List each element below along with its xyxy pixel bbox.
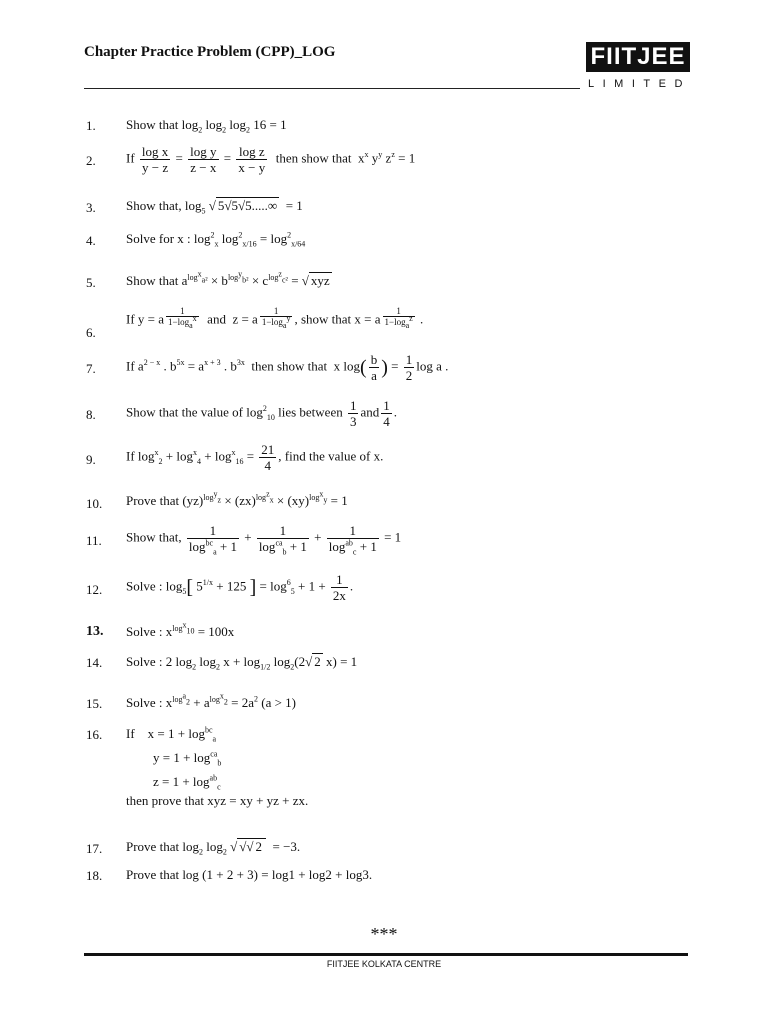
problem-3: Show that, $\log_5$ √ 5√5√5.....∞ = 1 xyxy=(126,198,303,216)
problem-number: 17. xyxy=(86,841,103,856)
problem-16-z: $z = 1 + \log^{ab}_c$ xyxy=(153,773,221,792)
problem-number: 4. xyxy=(86,233,96,248)
end-marker: *** xyxy=(370,924,398,944)
problem-11: Show that, $\frac{1}{\log^{bc}_a + 1}$ + $\frac{1}{\log^{ca}_b + 1}$ + $\frac{1}{\log^{ab}_c + 1}$ = 1 xyxy=(126,523,402,557)
problem-number: 9. xyxy=(86,452,96,467)
problem-8: Show that the value of $\log^2_{10}$ lies between $\frac{1}{3}$ and $\frac{1}{4}$ . xyxy=(126,398,398,429)
problem-16: If $x = 1 + \log^{bc}_a$ xyxy=(126,725,217,744)
problem-number: 2. xyxy=(86,153,96,168)
problem-number: 11. xyxy=(86,533,102,548)
brand-logo-subtitle: LIMITED xyxy=(588,78,691,90)
problem-4: Solve for x : $\log^2_x \log^2_{x/16} = \log^2_{x/64}$ xyxy=(126,230,306,249)
problem-12: Solve : $\log_5$[ $5^{1/x} + 125$ ] = $\log^6_5 + 1$ + $\frac{1}{2x}$ . xyxy=(126,572,354,603)
problem-17: Prove that $\log_2 \log_2$ √ √√ 2 = −3. xyxy=(126,839,301,857)
problem-9: If $\log^x_2 + \log^x_4 + \log^x_{16}$ = $\frac{21}{4}$ , find the value of x. xyxy=(126,442,384,473)
problem-number: 18. xyxy=(86,868,103,883)
problem-number: 14. xyxy=(86,655,103,670)
problem-number: 8. xyxy=(86,407,96,422)
problem-number: 10. xyxy=(86,496,103,511)
problem-number: 5. xyxy=(86,275,96,290)
problem-number: 16. xyxy=(86,727,103,742)
problem-16-conclusion: then prove that xyz = xy + yz + zx. xyxy=(126,793,309,808)
brand-logo: FIITJEE xyxy=(586,42,690,72)
problem-number: 3. xyxy=(86,200,96,215)
problem-number: 15. xyxy=(86,696,103,711)
problem-1: Show that $\log_2 \log_2 \log_2 16 = 1$ xyxy=(126,117,287,135)
problem-6: If y = a $^{\frac{1}{1-\log_a^x}}$ and z = a $^{\frac{1}{1-\log_a^y}}$ , show that x = a $^{\frac{1}{1-\log_a^z}}$ . xyxy=(126,306,424,330)
problem-7: If $a^{2 - x}$ . $b^{5x} = a^{x + 3}$ . $b^{3x}$ then show that x log( $\frac{b}{a}$ ) = $\frac{1}{2}$ log a . xyxy=(126,352,449,383)
problem-number: 12. xyxy=(86,582,103,597)
problem-number: 13. xyxy=(86,624,104,639)
problem-15: Solve : $x^{log^a_2} + a^{log^x_2} = 2a^2$ (a > 1) xyxy=(126,691,296,710)
problem-2: If $\frac{\text{log x}}{y - z}$ = $\frac{\text{log y}}{z - x}$ = $\frac{\text{log z}}{x - y}$ then show that $x^x$ $y^y$ $z^z = 1$ xyxy=(126,144,416,175)
problem-number: 1. xyxy=(86,118,96,133)
problem-13: Solve : $x^{log^x_{10}} = 100x$ xyxy=(126,620,235,639)
problem-number: 7. xyxy=(86,361,96,376)
problem-18: Prove that log (1 + 2 + 3) = log1 + log2 + log3. xyxy=(126,867,373,882)
footer-rule xyxy=(84,953,688,956)
header-rule xyxy=(84,88,580,89)
problem-16-y: $y = 1 + \log^{ca}_b$ xyxy=(153,749,222,768)
problem-14: Solve : 2 $\log_2 \log_2 x + \log_{1/2} \log_2(2√$ 2 x) = 1 xyxy=(126,654,358,672)
problem-number: 6. xyxy=(86,325,96,340)
problem-10: Prove that (yz)$^{log^y_z}$ × (zx)$^{log^z_x}$ × (xy)$^{log^x_y}$ = 1 xyxy=(126,489,348,508)
footer-text: FIITJEE KOLKATA CENTRE xyxy=(326,959,442,969)
problem-5: Show that $a^{log^x_{a^2}} \times b^{log^y_{b^2}} \times c^{log^z_{c^2}}$ = √ xyz xyxy=(126,269,330,288)
page-title: Chapter Practice Problem (CPP)_LOG xyxy=(84,44,336,60)
